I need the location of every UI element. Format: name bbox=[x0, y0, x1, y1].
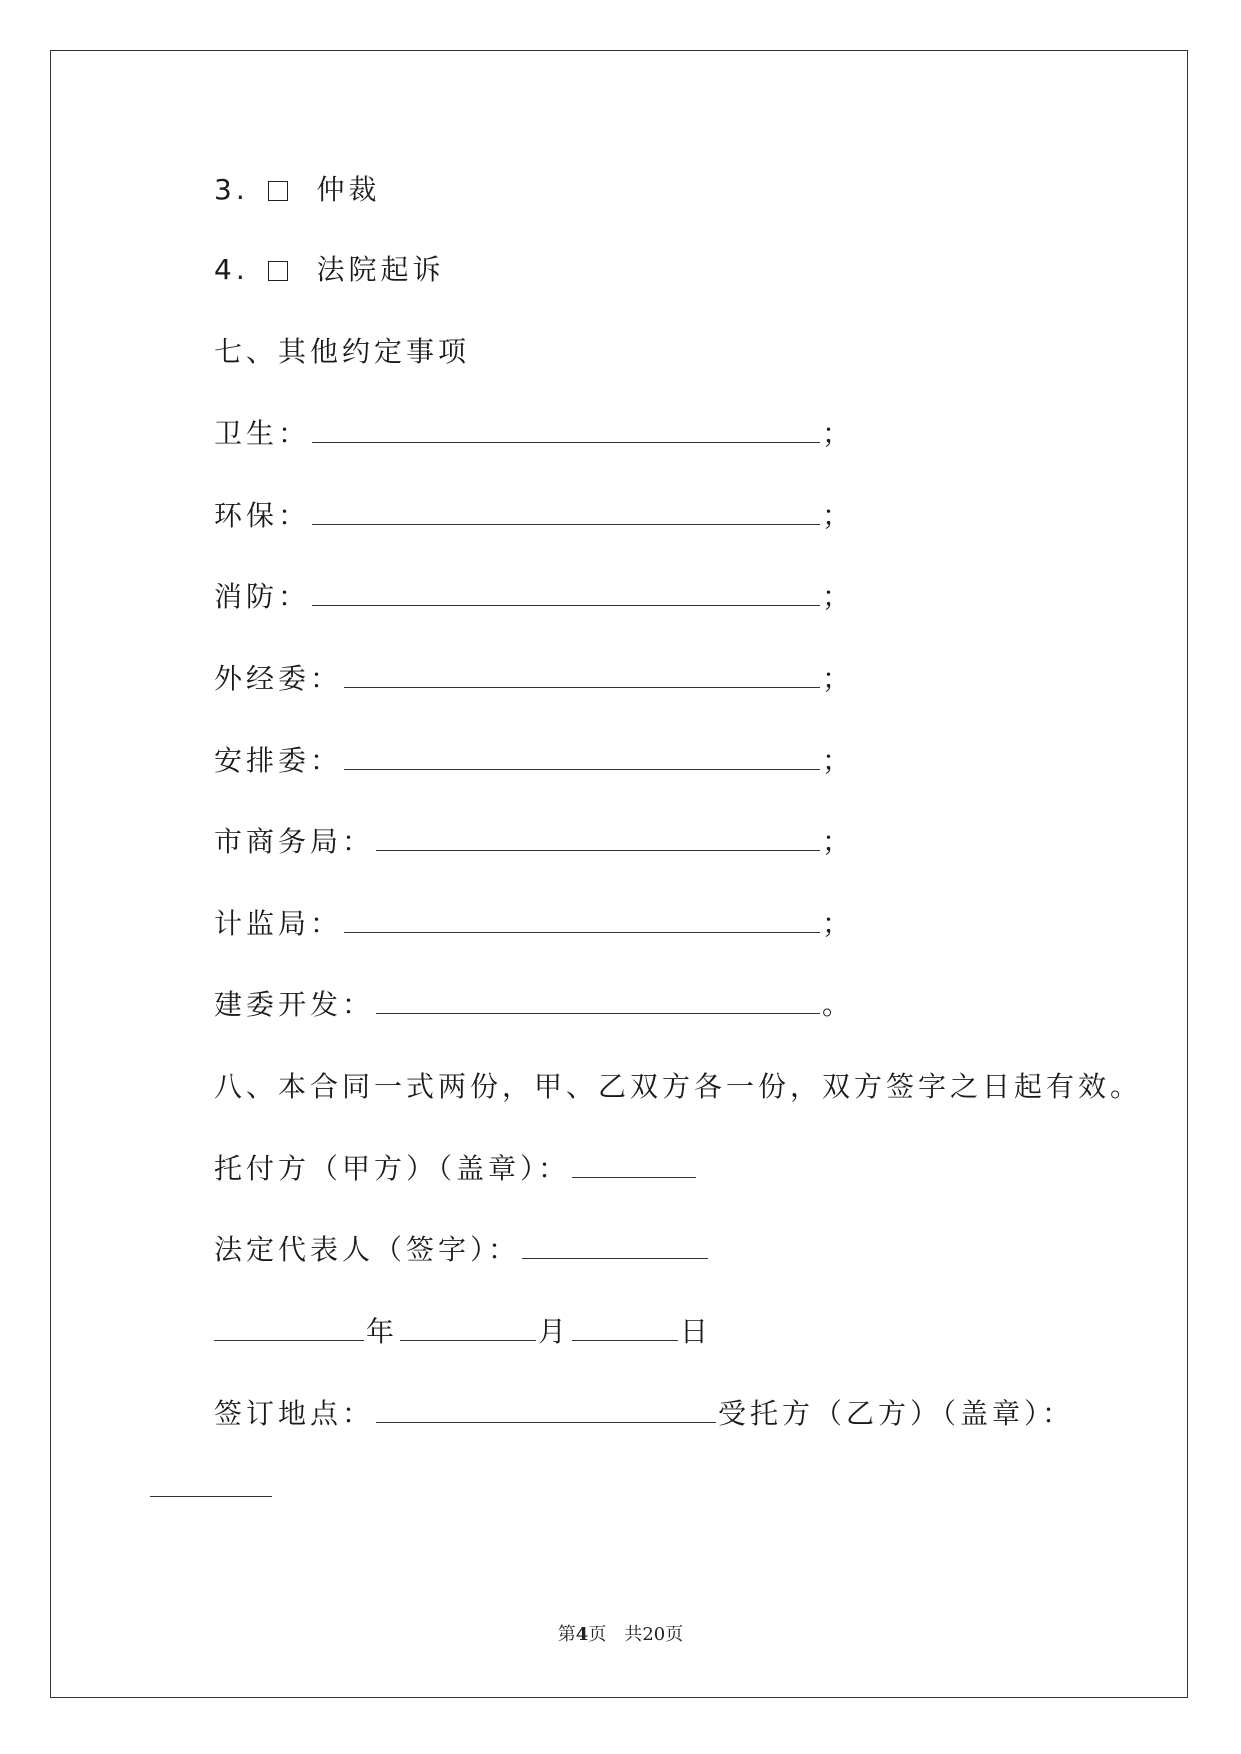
month-blank[interactable] bbox=[400, 1314, 536, 1341]
representative-label: 法定代表人（签字）： bbox=[214, 1233, 521, 1266]
field-label: 环保： bbox=[214, 499, 311, 532]
field-end: ； bbox=[822, 580, 855, 613]
field-end: 。 bbox=[822, 988, 855, 1021]
field-blank[interactable] bbox=[376, 987, 820, 1014]
checkbox-arbitration[interactable] bbox=[268, 181, 288, 201]
field-fire bbox=[214, 577, 854, 617]
field-label: 消防： bbox=[214, 580, 311, 613]
client-label: 托付方（甲方）（盖章）： bbox=[214, 1152, 571, 1185]
field-metrology bbox=[214, 904, 854, 944]
field-end: ； bbox=[822, 662, 855, 695]
field-end: ； bbox=[822, 907, 855, 940]
section-7-title: 七、其他约定事项 bbox=[214, 335, 471, 368]
field-end: ； bbox=[822, 825, 855, 858]
place-blank[interactable] bbox=[376, 1396, 716, 1423]
option-court bbox=[214, 250, 445, 290]
field-blank[interactable] bbox=[312, 579, 820, 606]
field-foreign-trade bbox=[214, 659, 854, 699]
signing-place bbox=[214, 1394, 1074, 1434]
day-blank[interactable] bbox=[572, 1314, 678, 1341]
field-hygiene bbox=[214, 414, 854, 454]
field-end: ； bbox=[822, 744, 855, 777]
section-8-text: 八、本合同一式两份，甲、乙双方各一份，双方签字之日起有效。 bbox=[214, 1070, 1143, 1103]
field-blank[interactable] bbox=[312, 498, 820, 525]
trustee-signature bbox=[150, 1468, 274, 1508]
option-arbitration bbox=[214, 170, 381, 210]
trustee-label: 受托方（乙方）（盖章）： bbox=[718, 1397, 1075, 1430]
field-label: 外经委： bbox=[214, 662, 343, 695]
checkbox-court[interactable] bbox=[268, 261, 288, 281]
place-label: 签订地点： bbox=[214, 1397, 375, 1430]
field-blank[interactable] bbox=[376, 824, 820, 851]
footer-total-pages: 20 bbox=[642, 1624, 666, 1645]
field-label: 安排委： bbox=[214, 744, 343, 777]
client-signature bbox=[214, 1149, 698, 1189]
field-blank[interactable] bbox=[344, 906, 820, 933]
field-arrangement bbox=[214, 741, 854, 781]
field-environment bbox=[214, 496, 854, 536]
field-blank[interactable] bbox=[344, 743, 820, 770]
field-blank[interactable] bbox=[344, 661, 820, 688]
field-commerce bbox=[214, 822, 854, 862]
field-construction bbox=[214, 985, 854, 1025]
footer-prefix: 第 bbox=[557, 1624, 576, 1645]
field-label: 卫生： bbox=[214, 417, 311, 450]
footer-suffix: 页 bbox=[665, 1624, 684, 1645]
field-label: 建委开发： bbox=[214, 988, 375, 1021]
page-footer bbox=[0, 1620, 1241, 1646]
field-label: 计监局： bbox=[214, 907, 343, 940]
field-label: 市商务局： bbox=[214, 825, 375, 858]
field-blank[interactable] bbox=[312, 416, 820, 443]
signing-date bbox=[214, 1312, 712, 1352]
option-number: 3. bbox=[214, 173, 249, 206]
option-label: 仲裁 bbox=[316, 173, 381, 206]
trustee-blank[interactable] bbox=[150, 1470, 272, 1497]
year-blank[interactable] bbox=[214, 1314, 364, 1341]
field-end: ； bbox=[822, 499, 855, 532]
field-end: ； bbox=[822, 417, 855, 450]
month-label: 月 bbox=[538, 1315, 571, 1348]
option-label: 法院起诉 bbox=[316, 253, 445, 286]
footer-mid: 页 共 bbox=[588, 1624, 643, 1645]
representative-signature bbox=[214, 1230, 710, 1270]
day-label: 日 bbox=[680, 1315, 713, 1348]
footer-page-number: 4 bbox=[575, 1624, 589, 1645]
page-frame bbox=[50, 50, 1188, 1698]
client-blank[interactable] bbox=[572, 1151, 696, 1178]
option-number: 4. bbox=[214, 253, 249, 286]
representative-blank[interactable] bbox=[522, 1232, 708, 1259]
year-label: 年 bbox=[366, 1315, 399, 1348]
